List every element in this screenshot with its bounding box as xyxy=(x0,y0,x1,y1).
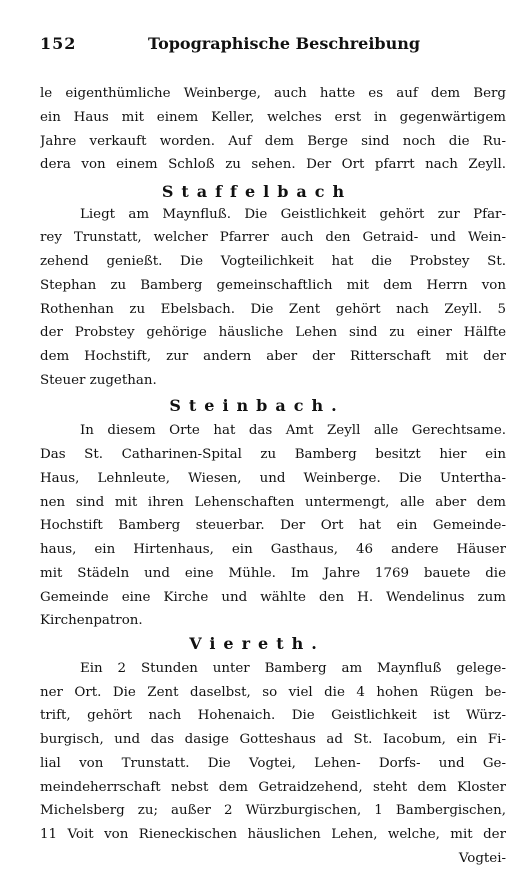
text-line: haus, ein Hirtenhaus, ein Gasthaus, 46 andere Häuser xyxy=(40,542,506,558)
text-line: In diesem Orte hat das Amt Zeyll alle Gerechtsame. xyxy=(80,423,506,439)
page-number: 152 xyxy=(40,34,77,53)
text-line: ner Ort. Die Zent daselbst, so viel die 4 hohen Rügen be- xyxy=(40,684,506,700)
text-line: le eigenthümliche Weinberge, auch hatte es auf dem Berg xyxy=(40,86,506,101)
text-line: Haus, Lehnleute, Wiesen, und Weinberge. Die Untertha- xyxy=(40,470,506,486)
text-line: dera von einem Schloß zu sehen. Der Ort pfarrt nach Zeyll. xyxy=(40,157,506,173)
text-line: Hochstift Bamberg steuerbar. Der Ort hat ein Gemeinde- xyxy=(40,518,506,534)
text-line: Jahre verkauft worden. Auf dem Berge sind noch die Ru- xyxy=(40,133,506,149)
text-line: ein Haus mit einem Keller, welches erst in gegenwärtigem xyxy=(40,109,506,125)
text-line: 11 Voit von Rieneckischen häuslichen Lehen, welche, mit der xyxy=(40,827,506,843)
section-heading-staffelbach: Staffelbach xyxy=(161,181,353,201)
text-line: dem Hochstift, zur andern aber der Ritterschaft mit der xyxy=(40,349,506,365)
text-line: Liegt am Maynfluß. Die Geistlichkeit gehört zur Pfar- xyxy=(80,206,506,222)
text-line: meindeherrschaft nebst dem Getraidzehend, steht dem Kloster xyxy=(40,779,506,795)
section-heading-viereth: Viereth. xyxy=(189,634,325,654)
text-line: zehend genießt. Die Vogteilichkeit hat die Probstey St. xyxy=(40,254,506,270)
text-line: Stephan zu Bamberg gemeinschaftlich mit dem Herrn von xyxy=(40,277,506,293)
text-line: Das St. Catharinen-Spital zu Bamberg besitzt hier ein xyxy=(40,447,506,463)
running-title: Topographische Beschreibung xyxy=(148,34,421,53)
text-line: Kirchenpatron. xyxy=(40,613,143,629)
text-line: trift, gehört nach Hohenaich. Die Geistlichkeit ist Würz- xyxy=(40,708,506,724)
section-heading-steinbach: Steinbach. xyxy=(169,395,345,415)
text-line: mit Städeln und eine Mühle. Im Jahre 1769 bauete die xyxy=(40,565,506,581)
text-line: Michelsberg zu; außer 2 Würzburgischen, 1 Bambergischen, xyxy=(40,803,506,819)
page-header xyxy=(40,34,514,60)
text-line: Ein 2 Stunden unter Bamberg am Maynfluß gelege- xyxy=(80,660,506,676)
text-line: lial von Trunstatt. Die Vogtei, Lehen- Dorfs- und Ge- xyxy=(40,755,506,771)
text-line: Steuer zugethan. xyxy=(40,372,157,388)
text-line: der Probstey gehörige häusliche Lehen sind zu einer Hälfte xyxy=(40,325,506,341)
catchword: Vogtei- xyxy=(458,851,506,866)
text-line: rey Trunstatt, welcher Pfarrer auch den Getraid- und Wein- xyxy=(40,230,506,246)
text-line: burgisch, und das dasige Gotteshaus ad St. Iacobum, ein Fi- xyxy=(40,732,506,748)
text-line: Gemeinde eine Kirche und wählte den H. Wendelinus zum xyxy=(40,589,506,605)
text-line: nen sind mit ihren Lehenschaften untermengt, alle aber dem xyxy=(40,494,506,510)
text-line: Rothenhan zu Ebelsbach. Die Zent gehört nach Zeyll. 5 xyxy=(40,301,506,317)
